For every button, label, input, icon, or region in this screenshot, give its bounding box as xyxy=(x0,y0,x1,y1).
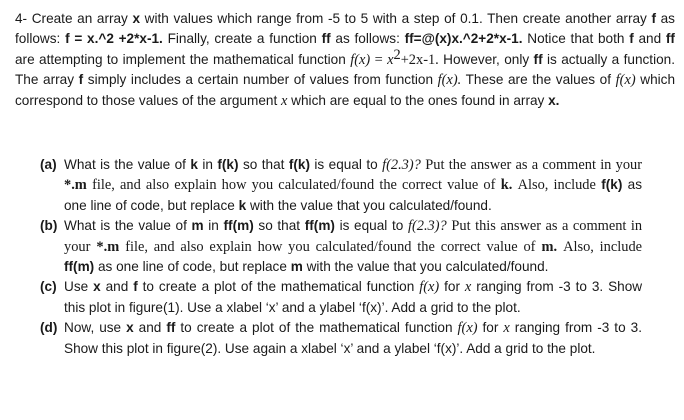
code-f: f = x.^2 +2*x-1. xyxy=(65,31,163,47)
subquestion-list xyxy=(0,155,684,359)
subquestion-c: (c) Use x and f to create a plot of the mathematical function f(x) for x ranging from -3 to 3. Show this plot in figure(1). Use a xlabel ‘x’ and a ylabel ‘f(x)’. Add a grid to the plot. xyxy=(40,279,643,315)
subquestion-d: (d) Now, use x and ff to create a plot of the mathematical function f(x) for x ranging from -3 to 3. Show this plot in figure(2). Use again a xlabel ‘x’ and a ylabel ‘f(x)’. Add a grid to the plot. xyxy=(40,320,642,356)
subquestion-a: (a) What is the value of k in f(k) so that f(k) is equal to f(2.3)? Put the answer as a comment in your *.m file, and also explain how you calculated/found the correct value of k. Also, include f(k) as one line of code, but replace k with the value that you calculated/found. xyxy=(40,157,643,213)
math-function-def: $f(x) = x^2+2x-1$. xyxy=(350,46,439,68)
subquestion-label: (b) xyxy=(40,218,58,234)
subquestion-label: (d) xyxy=(40,320,58,336)
code-ff: ff=@(x)x.^2+2*x-1. xyxy=(404,31,523,47)
problem-number: 4- xyxy=(15,11,28,26)
subquestion-b: (b) What is the value of m in ff(m) so that ff(m) is equal to f(2.3)? Put this answer as a comment in your *.m file, and also explain how you calculated/found the correct value of m. Also, include ff(m) as one line of code, but replace m with the value that you calculated/found. xyxy=(40,218,643,275)
problem-intro: 4- Create an array x with values which range from -5 to 5 with a step of 0.1. Then create another array f as follows: f = x.^2 +2*x-1. Finally, create a function ff as follows: ff=@(x)x.^2+2*x-1. Notice that both f and ff are attempting to implement the mathematical function $f(x) = x^2+2x-1$. However, only ff is actually a function. The array f simply includes a certain number of values from function f(x). These are the values of f(x) which correspond to those values of the argument x which are equal to the ones found in array x. xyxy=(15,11,676,109)
subquestion-label: (c) xyxy=(40,279,57,295)
subquestion-label: (a) xyxy=(40,157,57,172)
